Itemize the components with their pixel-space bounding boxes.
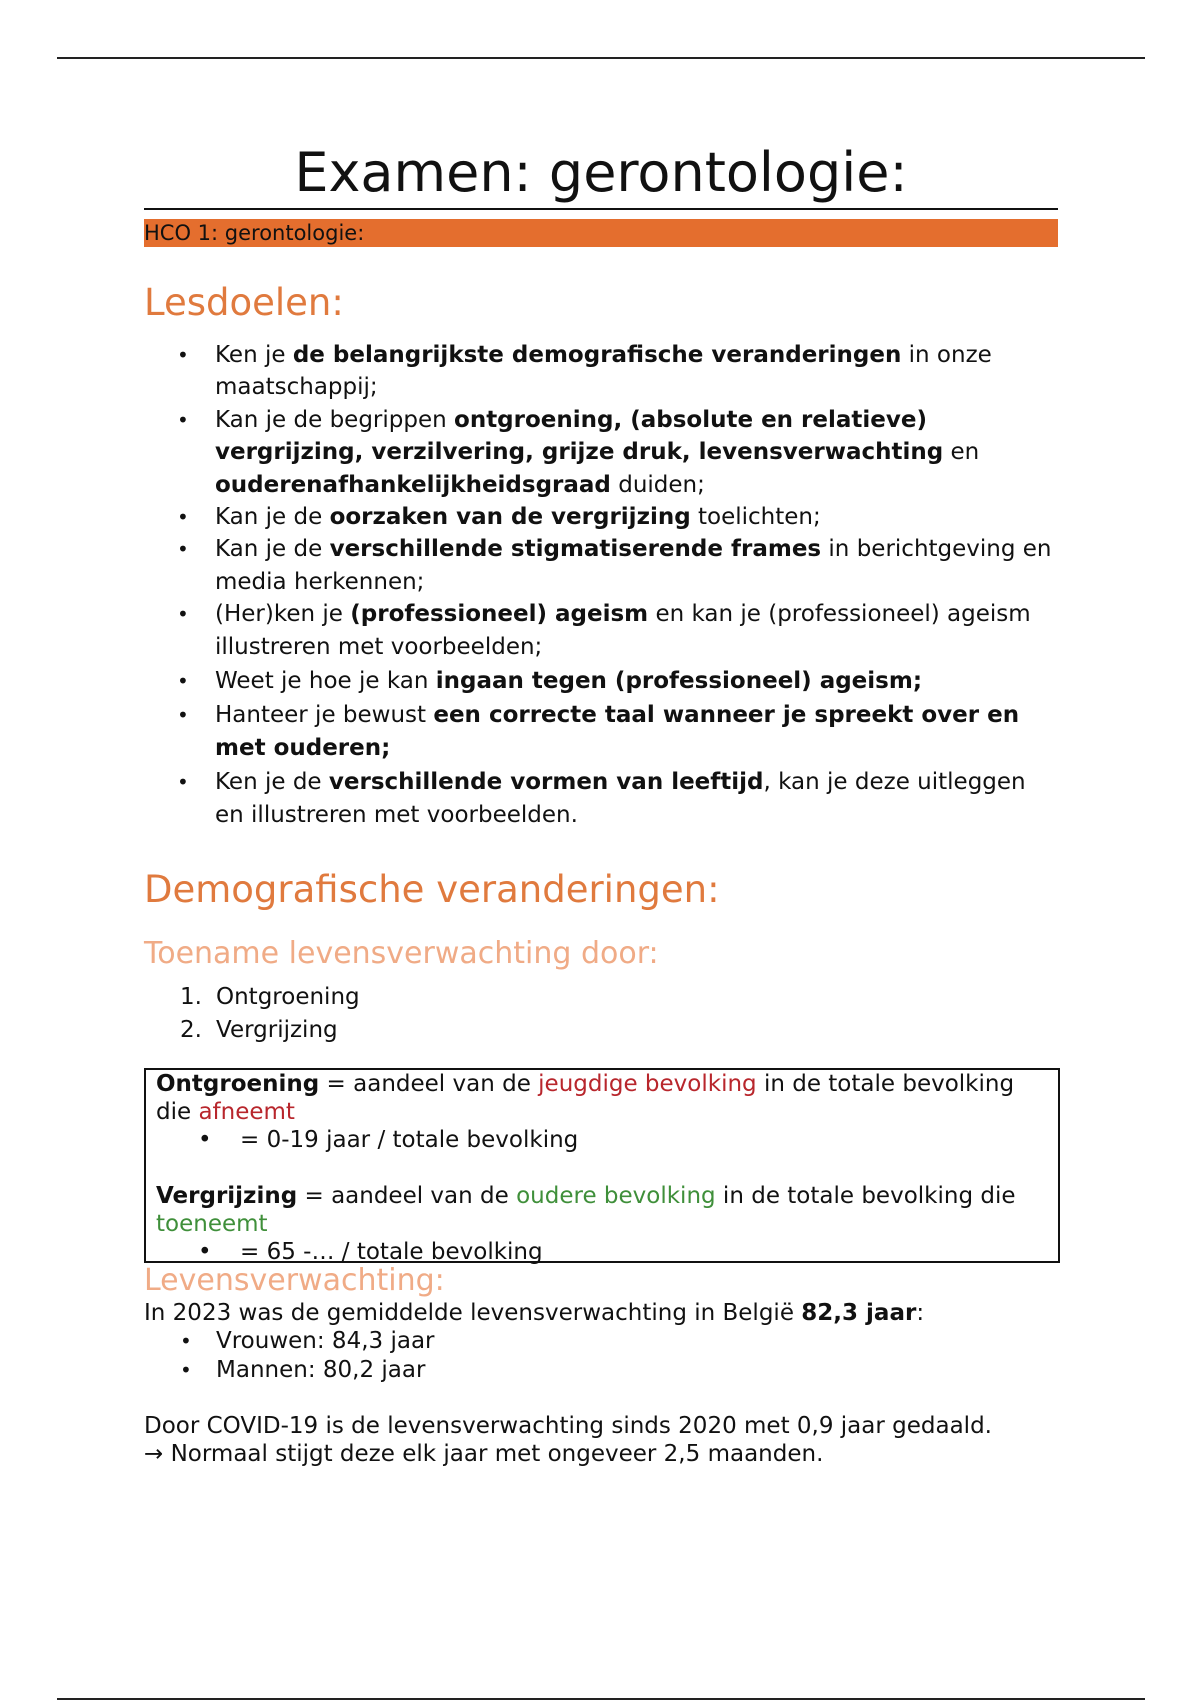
normal-increase-text: → Normaal stijgt deze elk jaar met ongeveer 2,5 maanden. [144,1441,824,1468]
vergrijzing-formula: • = 65 -… / totale bevolking [156,1238,1048,1266]
hco-highlight-bar: HCO 1: gerontologie: [144,219,1058,247]
definition-box [144,1068,1060,1266]
list-item: • Kan je de begrippen ontgroening, (absolute en relatieve) vergrijzing, verzilvering, grijze druk, levensverwachting en ouderenafhankelijkheidsgraad duiden; [144,404,1058,501]
demografie-heading: Demografische veranderingen: [144,868,720,912]
list-item: • Ken je de belangrijkste demografische veranderingen in onze maatschappij; [144,339,1058,404]
vergrijzing-definition: Vergrijzing = aandeel van de oudere bevolking in de totale bevolking die toeneemt [156,1183,1016,1238]
list-item: • Vrouwen: 84,3 jaar [144,1327,1058,1356]
lesdoelen-heading: Lesdoelen: [144,281,344,324]
list-item: • Hanteer je bewust een correcte taal wanneer je spreekt over en met ouderen; [144,699,1058,764]
page-title: Examen: gerontologie: [144,138,1058,210]
levensverwachting-list [144,1327,1058,1384]
ontgroening-formula: • = 0-19 jaar / totale bevolking [156,1126,1048,1154]
ontgroening-definition: Ontgroening = aandeel van de jeugdige bevolking in de totale bevolking die afneemt [156,1071,1015,1126]
covid-text: Door COVID-19 is de levensverwachting sinds 2020 met 0,9 jaar gedaald. [144,1413,992,1440]
levensverwachting-intro: In 2023 was de gemiddelde levensverwachting in België 82,3 jaar: [144,1300,925,1327]
list-item: 1. Ontgroening [180,984,360,1011]
list-item: • Ken je de verschillende vormen van leeftijd, kan je deze uitleggen en illustreren met voorbeelden. [144,766,1058,831]
document-content [144,138,1058,1468]
levensverwachting-heading: Levensverwachting: [144,1263,445,1299]
list-item: • Weet je hoe je kan ingaan tegen (professioneel) ageism; [144,665,1058,697]
toename-subheading: Toename levensverwachting door: [144,936,659,972]
list-item: 2. Vergrijzing [180,1016,338,1043]
list-item: • Mannen: 80,2 jaar [144,1356,1058,1385]
page-top-rule [57,57,1145,59]
steps-list [144,981,1058,1046]
list-item: • Kan je de oorzaken van de vergrijzing toelichten; [144,501,1058,533]
list-item: • (Her)ken je (professioneel) ageism en kan je (professioneel) ageism illustreren met voorbeelden; [144,598,1058,663]
list-item: • Kan je de verschillende stigmatiserende frames in berichtgeving en media herkennen; [144,533,1058,598]
lesdoelen-list [144,339,1058,831]
levensverwachting-block [144,1299,1058,1468]
